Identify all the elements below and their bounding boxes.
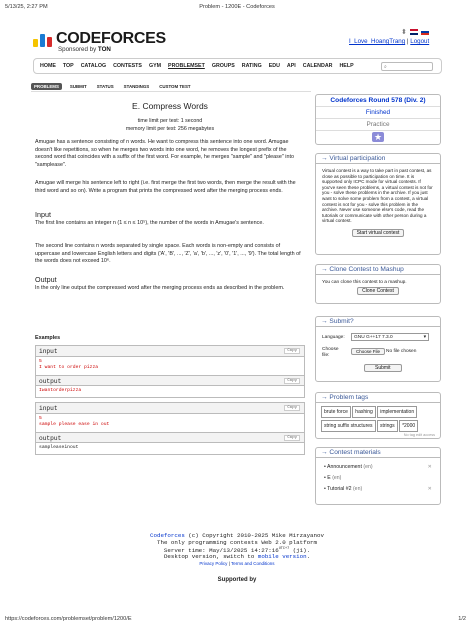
input-title: Input (35, 210, 51, 219)
flag-ru-icon[interactable] (421, 29, 429, 35)
tab-status[interactable]: STATUS (96, 84, 114, 89)
file-status: No file chosen (386, 349, 417, 354)
clone-contest-box (315, 264, 441, 304)
nav-rating[interactable]: RATING (241, 63, 262, 69)
contest-materials-box (315, 447, 441, 505)
round-title-link[interactable]: Codeforces Round 578 (Div. 2) (316, 95, 440, 107)
tab-problems[interactable]: PROBLEMS (31, 83, 62, 90)
nav-top[interactable]: TOP (62, 63, 74, 69)
logout-link[interactable]: Logout (410, 38, 430, 45)
output-paragraph: In the only line output the compressed word after the merging process ends as described in the problem. (35, 285, 285, 291)
legend-paragraph-1: Amugae has a sentence consisting of n words. He want to compress this sentence into one word. Amugae doesn't like repetitions, so when he merges two words into one word, he removes the longest prefix of the second word that coincides with a suffix of the first word. For example, he merges "sample" and "please" into "samplease". (35, 139, 294, 169)
nav-api[interactable]: API (286, 63, 296, 69)
nav-contests[interactable]: CONTESTS (113, 63, 142, 69)
example-input-header: input Copy (36, 346, 304, 357)
print-url: https://codeforces.com/problemset/problem/1200/E (5, 616, 132, 622)
nav-problemset[interactable]: PROBLEMSET (168, 63, 205, 69)
clone-contest-text: You can clone this contest to a mashup. (322, 280, 407, 285)
round-status: Finished (316, 107, 440, 119)
tag-item[interactable]: implementation (377, 406, 417, 418)
submit-header: → Submit? (316, 317, 440, 327)
tag-item[interactable]: *2000 (399, 420, 418, 432)
contest-materials-header: → Contest materials (316, 448, 440, 458)
print-page-number: 1/2 (458, 616, 466, 622)
copy-button[interactable]: Copy (284, 405, 300, 411)
search-input[interactable] (381, 62, 433, 71)
nav-groups[interactable]: GROUPS (211, 63, 235, 69)
privacy-policy-link[interactable]: Privacy Policy (199, 560, 228, 566)
tag-item[interactable]: strings (377, 420, 398, 432)
codeforces-link[interactable]: Codeforces (150, 532, 185, 539)
tab-standings[interactable]: STANDINGS (123, 84, 150, 89)
problem-subtabs (31, 83, 193, 90)
language-flags (401, 28, 429, 36)
legend-paragraph-2: Amugae will merge his sentence left to right (i.e. first merge the first two words, then merge the result with the third word and so on). Write a program that prints the compressed word after the merging process ends. (35, 180, 296, 194)
copy-button[interactable]: Copy (284, 378, 300, 384)
input-paragraph-1: The first line contains an integer n (1 ≤ n ≤ 10⁵), the number of the words in Amugae's sentence. (35, 220, 264, 226)
virtual-participation-text: Virtual contest is a way to take part in past contest, as close as possible to participation on time. It is supported only ICPC mode for virtual contests. If you've seen these problems, a virtual contest is not for you - solve these problems in the archive. If you just want to solve some problem from a contest, a virtual contest is not for you - solve this problem in the archive. Never use someone else's code, read the tutorials or communicate with other person during a virtual contest. (322, 168, 433, 224)
main-nav (33, 58, 442, 74)
choose-file-button[interactable]: Choose File (351, 348, 385, 355)
virtual-participation-header: → Virtual participation (316, 154, 440, 164)
user-links: I_Love_HoangTrang | Logout (349, 38, 430, 45)
tab-submit[interactable]: SUBMIT (69, 84, 87, 89)
language-label: Language: (322, 335, 345, 340)
flag-en-icon[interactable] (410, 29, 418, 35)
submit-box (315, 316, 441, 382)
tag-item[interactable]: hashing (352, 406, 376, 418)
nav-calendar[interactable]: CALENDAR (302, 63, 333, 69)
nav-catalog[interactable]: CATALOG (80, 63, 107, 69)
problem-title: E. Compress Words (132, 101, 208, 111)
nav-home[interactable]: HOME (40, 63, 56, 69)
virtual-participation-box (315, 153, 441, 255)
material-item[interactable]: • E (en) (324, 475, 342, 481)
round-type: Practice (316, 119, 440, 131)
problem-tags-box (315, 392, 441, 439)
print-title: Problem - 1200E - Codeforces (199, 4, 275, 10)
copy-button[interactable]: Copy (284, 348, 300, 354)
supported-by: Supported by (217, 577, 257, 583)
chevron-down-icon: ▾ (423, 335, 426, 340)
examples-title: Examples (35, 335, 61, 341)
start-virtual-contest-button[interactable]: Start virtual contest (352, 229, 405, 237)
codeforces-logo-icon[interactable] (33, 33, 53, 47)
example-input: 5 sample please ease in out (39, 416, 110, 427)
tag-item[interactable]: brute force (321, 406, 351, 418)
clone-contest-button[interactable]: Clone Contest (357, 287, 399, 295)
tag-edit-note: No tag edit access (403, 433, 435, 437)
language-select[interactable]: GNU G++17 7.3.0 ▾ (351, 333, 429, 341)
search-icon: ⌕ (384, 64, 387, 70)
notification-icon[interactable]: ⬍ (401, 29, 407, 36)
subtabs-divider (31, 91, 311, 92)
print-datetime: 5/13/25, 2:27 PM (5, 4, 48, 10)
close-icon[interactable]: ✕ (427, 464, 432, 470)
time-limit: time limit per test: 1 second (137, 118, 203, 124)
choose-file-label: Choose file: (322, 347, 339, 358)
contest-round-box (315, 94, 441, 145)
page-footer: Codeforces (c) Copyright 2010-2025 Mike Mirzayanov The only programming contests Web 2.0 platform Server time: May/13/2025 $14:27:16^{UTC+7}$ (j1). Desktop version, switch to mobile version. Privacy Policy | Terms and Conditions (150, 532, 324, 566)
tab-custom-test[interactable]: CUSTOM TEST (159, 84, 191, 89)
submit-button[interactable]: Submit (364, 364, 402, 372)
example-input-header: input Copy (36, 403, 304, 414)
output-title: Output (35, 275, 57, 284)
mobile-version-link[interactable]: mobile version (257, 553, 307, 561)
nav-help[interactable]: HELP (339, 63, 354, 69)
close-icon[interactable]: ✕ (427, 486, 432, 492)
terms-link[interactable]: Terms and Conditions (231, 560, 275, 566)
nav-gym[interactable]: GYM (148, 63, 162, 69)
memory-limit: memory limit per test: 256 megabytes (125, 126, 215, 132)
favourite-star-icon[interactable]: ★ (373, 132, 383, 142)
sponsored-by: Sponsored by TON (58, 46, 111, 53)
example-output-header: output Copy (36, 432, 304, 443)
profile-link[interactable]: I_Love_HoangTrang (349, 38, 406, 45)
example-output-header: output Copy (36, 375, 304, 386)
example-output: Iwantorderpizza (39, 388, 82, 393)
example-1 (35, 345, 305, 398)
copy-button[interactable]: Copy (284, 435, 300, 441)
problem-limits (31, 117, 309, 133)
nav-edu[interactable]: EDU (268, 63, 280, 69)
example-output: sampleaseinout (39, 445, 79, 450)
example-input: 5 I want to order pizza (39, 359, 99, 370)
material-item[interactable]: • Tutorial #2 (en) ✕ (324, 484, 432, 495)
input-paragraph-2: The second line contains n words separated by single space. Each words is non-empty and consists of uppercase and lowercase English letters and digits ('A', 'B', ..., 'Z', 'a', 'b', ..., 'z', '0', '1', ..., '9'). The total length of the words does not exceed 10⁶. (35, 243, 301, 265)
codeforces-logo-text[interactable]: CODEFORCES (56, 30, 166, 47)
problem-tags-header: → Problem tags (316, 393, 440, 403)
tag-item[interactable]: string suffix structures (321, 420, 376, 432)
example-2 (35, 402, 305, 455)
clone-contest-header: → Clone Contest to Mashup (316, 265, 440, 275)
material-item[interactable]: • Announcement (en) ✕ (324, 462, 432, 473)
